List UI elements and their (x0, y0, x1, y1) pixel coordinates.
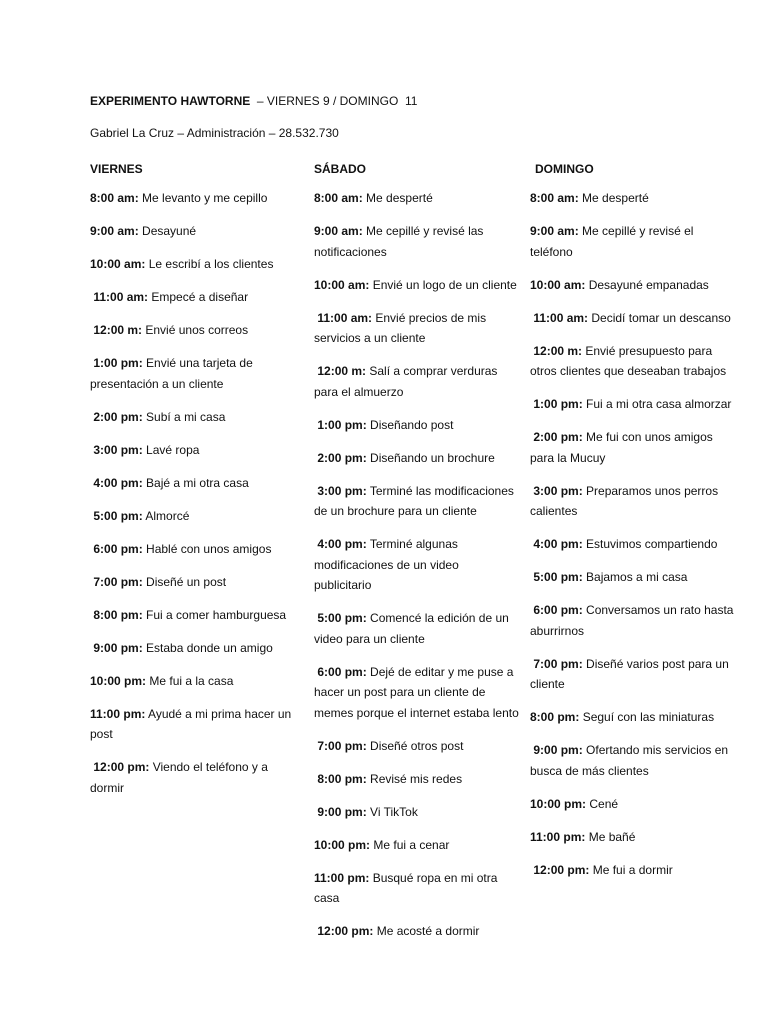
title-dates: – VIERNES 9 / DOMINGO 11 (250, 94, 418, 108)
entry-time: 11:00 pm: (90, 706, 146, 721)
schedule-entry (90, 254, 295, 275)
entry-text: Fui a mi otra casa almorzar (582, 397, 732, 411)
entry-text: Preparamos unos perros calientes (530, 483, 719, 518)
entry-time: 6:00 pm: (90, 541, 143, 556)
schedule-entry (530, 308, 735, 329)
entry-list (314, 188, 519, 942)
entry-text: Me cepillé y revisé las notificaciones (314, 224, 484, 259)
entry-text: Envié una tarjeta de presentación a un cliente (90, 356, 253, 391)
schedule-entry (90, 440, 295, 461)
schedule-entry (90, 221, 295, 242)
entry-text: Desayuné empanadas (585, 277, 709, 292)
schedule-entry (314, 835, 519, 856)
entry-text: Me bañé (585, 829, 636, 844)
schedule-entry (314, 534, 519, 596)
author-line: Gabriel La Cruz – Administración – 28.532.730 (90, 126, 339, 140)
schedule-entry (90, 638, 295, 659)
schedule-entry (314, 481, 519, 522)
entry-time: 9:00 pm: (90, 640, 143, 655)
schedule-entry (530, 600, 735, 641)
entry-text: Ayudé a mi prima hacer un post (90, 706, 292, 741)
entry-time: 3:00 pm: (90, 442, 143, 457)
schedule-entry (314, 308, 519, 349)
entry-time: 9:00 pm: (314, 804, 367, 819)
entry-time: 10:00 am: (90, 257, 146, 271)
entry-text: Me acosté a dormir (373, 924, 480, 938)
schedule-entry (314, 608, 519, 649)
entry-time: 8:00 pm: (90, 607, 143, 622)
schedule-entry (530, 341, 735, 382)
entry-text: Me fui a la casa (146, 673, 234, 688)
entry-time: 2:00 pm: (530, 430, 583, 444)
entry-text: Terminé algunas modificaciones de un video publicitario (314, 537, 459, 592)
schedule-entry (530, 860, 735, 881)
entry-text: Diseñé un post (142, 574, 227, 589)
entry-time: 6:00 pm: (530, 603, 583, 617)
entry-time: 8:00 am: (90, 191, 139, 205)
entry-text: Me desperté (362, 191, 433, 205)
entry-time: 11:00 am: (314, 310, 373, 325)
schedule-entry (90, 506, 295, 527)
entry-text: Me fui con unos amigos para la Mucuy (530, 430, 713, 465)
entry-text: Envié presupuesto para otros clientes que deseaban trabajos (530, 343, 727, 378)
schedule-entry (314, 188, 519, 209)
entry-time: 11:00 pm: (530, 829, 586, 844)
entry-time: 4:00 pm: (530, 537, 583, 551)
entry-time: 12:00 m: (530, 343, 583, 358)
schedule-entry (314, 275, 519, 296)
schedule-entry (90, 671, 295, 692)
entry-time: 3:00 pm: (314, 483, 367, 498)
entry-time: 3:00 pm: (530, 483, 583, 498)
column-domingo (530, 160, 735, 893)
entry-text: Diseñé otros post (366, 738, 464, 753)
entry-text: Me desperté (578, 191, 649, 205)
entry-time: 8:00 pm: (530, 710, 580, 724)
entry-time: 12:00 pm: (314, 924, 374, 938)
entry-text: Envié un logo de un cliente (369, 277, 517, 292)
entry-time: 5:00 pm: (90, 508, 143, 523)
entry-text: Subí a mi casa (142, 409, 226, 424)
entry-text: Estaba donde un amigo (142, 640, 273, 655)
entry-time: 4:00 pm: (314, 537, 367, 551)
entry-time: 2:00 pm: (314, 450, 367, 465)
entry-text: Diseñando un brochure (366, 450, 495, 465)
schedule-entry (90, 320, 295, 341)
entry-time: 10:00 pm: (90, 673, 147, 688)
column-sabado (314, 160, 519, 954)
entry-text: Terminé las modificaciones de un brochure para un cliente (314, 483, 514, 518)
schedule-entry (530, 794, 735, 815)
entry-time: 10:00 am: (530, 277, 586, 292)
entry-time: 8:00 am: (314, 191, 363, 205)
entry-text: Fui a comer hamburguesa (142, 607, 287, 622)
schedule-entry (314, 221, 519, 262)
entry-time: 12:00 pm: (90, 760, 150, 774)
column-heading: SÁBADO (314, 162, 367, 176)
schedule-entry (90, 572, 295, 593)
entry-text: Lavé ropa (142, 442, 200, 457)
entry-time: 9:00 pm: (530, 743, 583, 757)
entry-time: 9:00 am: (530, 224, 579, 238)
schedule-entry (90, 407, 295, 428)
schedule-entry (530, 654, 735, 695)
schedule-entry (90, 287, 295, 308)
entry-time: 7:00 pm: (530, 656, 583, 671)
entry-time: 11:00 am: (90, 290, 149, 304)
entry-text: Estuvimos compartiendo (582, 537, 718, 551)
entry-text: Envié unos correos (142, 323, 249, 337)
entry-text: Me fui a dormir (589, 862, 673, 877)
entry-time: 4:00 pm: (90, 475, 143, 490)
entry-time: 1:00 pm: (90, 356, 143, 370)
entry-text: Revisé mis redes (366, 771, 463, 786)
schedule-entry (530, 188, 735, 209)
entry-time: 10:00 pm: (314, 837, 371, 852)
entry-text: Viendo el teléfono y a dormir (90, 760, 268, 795)
schedule-entry (530, 567, 735, 588)
schedule-entry (530, 481, 735, 522)
schedule-entry (90, 353, 295, 394)
schedule-entry (90, 605, 295, 626)
entry-time: 5:00 pm: (530, 570, 583, 584)
entry-time: 8:00 am: (530, 191, 579, 205)
column-heading: DOMINGO (535, 162, 594, 176)
schedule-entry (90, 473, 295, 494)
entry-text: Me levanto y me cepillo (138, 191, 268, 205)
schedule-entry (90, 188, 295, 209)
entry-text: Comencé la edición de un video para un cliente (314, 611, 509, 646)
entry-time: 10:00 am: (314, 277, 370, 292)
entry-time: 1:00 pm: (314, 417, 367, 432)
entry-text: Diseñando post (366, 417, 454, 432)
title-main: EXPERIMENTO HAWTORNE (90, 94, 251, 108)
schedule-entry (530, 740, 735, 781)
entry-text: Vi TikTok (366, 804, 418, 819)
schedule-entry (314, 361, 519, 402)
entry-text: Conversamos un rato hasta aburrirnos (530, 603, 734, 638)
column-viernes (90, 160, 295, 811)
schedule-entry (530, 275, 735, 296)
schedule-entry (90, 757, 295, 798)
entry-text: Ofertando mis servicios en busca de más clientes (530, 743, 729, 778)
entry-time: 11:00 am: (530, 310, 589, 325)
entry-text: Cené (586, 796, 619, 811)
schedule-entry (314, 736, 519, 757)
schedule-entry (530, 427, 735, 468)
entry-time: 7:00 pm: (314, 738, 367, 753)
schedule-entry (314, 415, 519, 436)
entry-time: 9:00 am: (90, 224, 139, 238)
entry-time: 5:00 pm: (314, 611, 367, 625)
document-title (90, 94, 417, 108)
entry-text: Hablé con unos amigos (142, 541, 272, 556)
schedule-entry (314, 868, 519, 909)
entry-list (530, 188, 735, 880)
entry-time: 9:00 am: (314, 224, 363, 238)
entry-text: Bajamos a mi casa (582, 570, 688, 584)
entry-text: Me cepillé y revisé el teléfono (530, 224, 694, 259)
schedule-entry (314, 802, 519, 823)
schedule-entry (314, 448, 519, 469)
schedule-entry (530, 221, 735, 262)
entry-text: Salí a comprar verduras para el almuerzo (314, 364, 498, 399)
entry-list (90, 188, 295, 798)
schedule-entry (530, 394, 735, 415)
entry-text: Empecé a diseñar (148, 290, 249, 304)
entry-text: Me fui a cenar (370, 837, 450, 852)
entry-text: Bajé a mi otra casa (142, 475, 249, 490)
schedule-entry (530, 707, 735, 728)
entry-time: 6:00 pm: (314, 664, 367, 679)
entry-time: 1:00 pm: (530, 397, 583, 411)
entry-text: Almorcé (142, 508, 190, 523)
entry-time: 2:00 pm: (90, 409, 143, 424)
entry-text: Seguí con las miniaturas (579, 710, 715, 724)
schedule-entry (90, 704, 295, 745)
entry-text: Busqué ropa en mi otra casa (314, 870, 498, 905)
entry-text: Desayuné (138, 224, 197, 238)
entry-time: 12:00 pm: (530, 862, 590, 877)
entry-text: Decidí tomar un descanso (588, 310, 731, 325)
schedule-entry (530, 534, 735, 555)
entry-text: Le escribí a los clientes (145, 257, 274, 271)
schedule-entry (314, 921, 519, 942)
entry-time: 7:00 pm: (90, 574, 143, 589)
schedule-entry (90, 539, 295, 560)
entry-time: 12:00 m: (90, 323, 143, 337)
entry-text: Diseñé varios post para un cliente (530, 656, 729, 691)
entry-time: 12:00 m: (314, 364, 367, 378)
schedule-entry (314, 769, 519, 790)
entry-time: 8:00 pm: (314, 771, 367, 786)
column-heading: VIERNES (90, 162, 143, 176)
entry-time: 11:00 pm: (314, 870, 370, 885)
schedule-entry (314, 662, 519, 724)
entry-text: Dejé de editar y me puse a hacer un post para un cliente de memes porque el internet estaba lento (314, 664, 519, 720)
schedule-entry (530, 827, 735, 848)
entry-text: Envié precios de mis servicios a un cliente (314, 310, 487, 345)
entry-time: 10:00 pm: (530, 796, 587, 811)
